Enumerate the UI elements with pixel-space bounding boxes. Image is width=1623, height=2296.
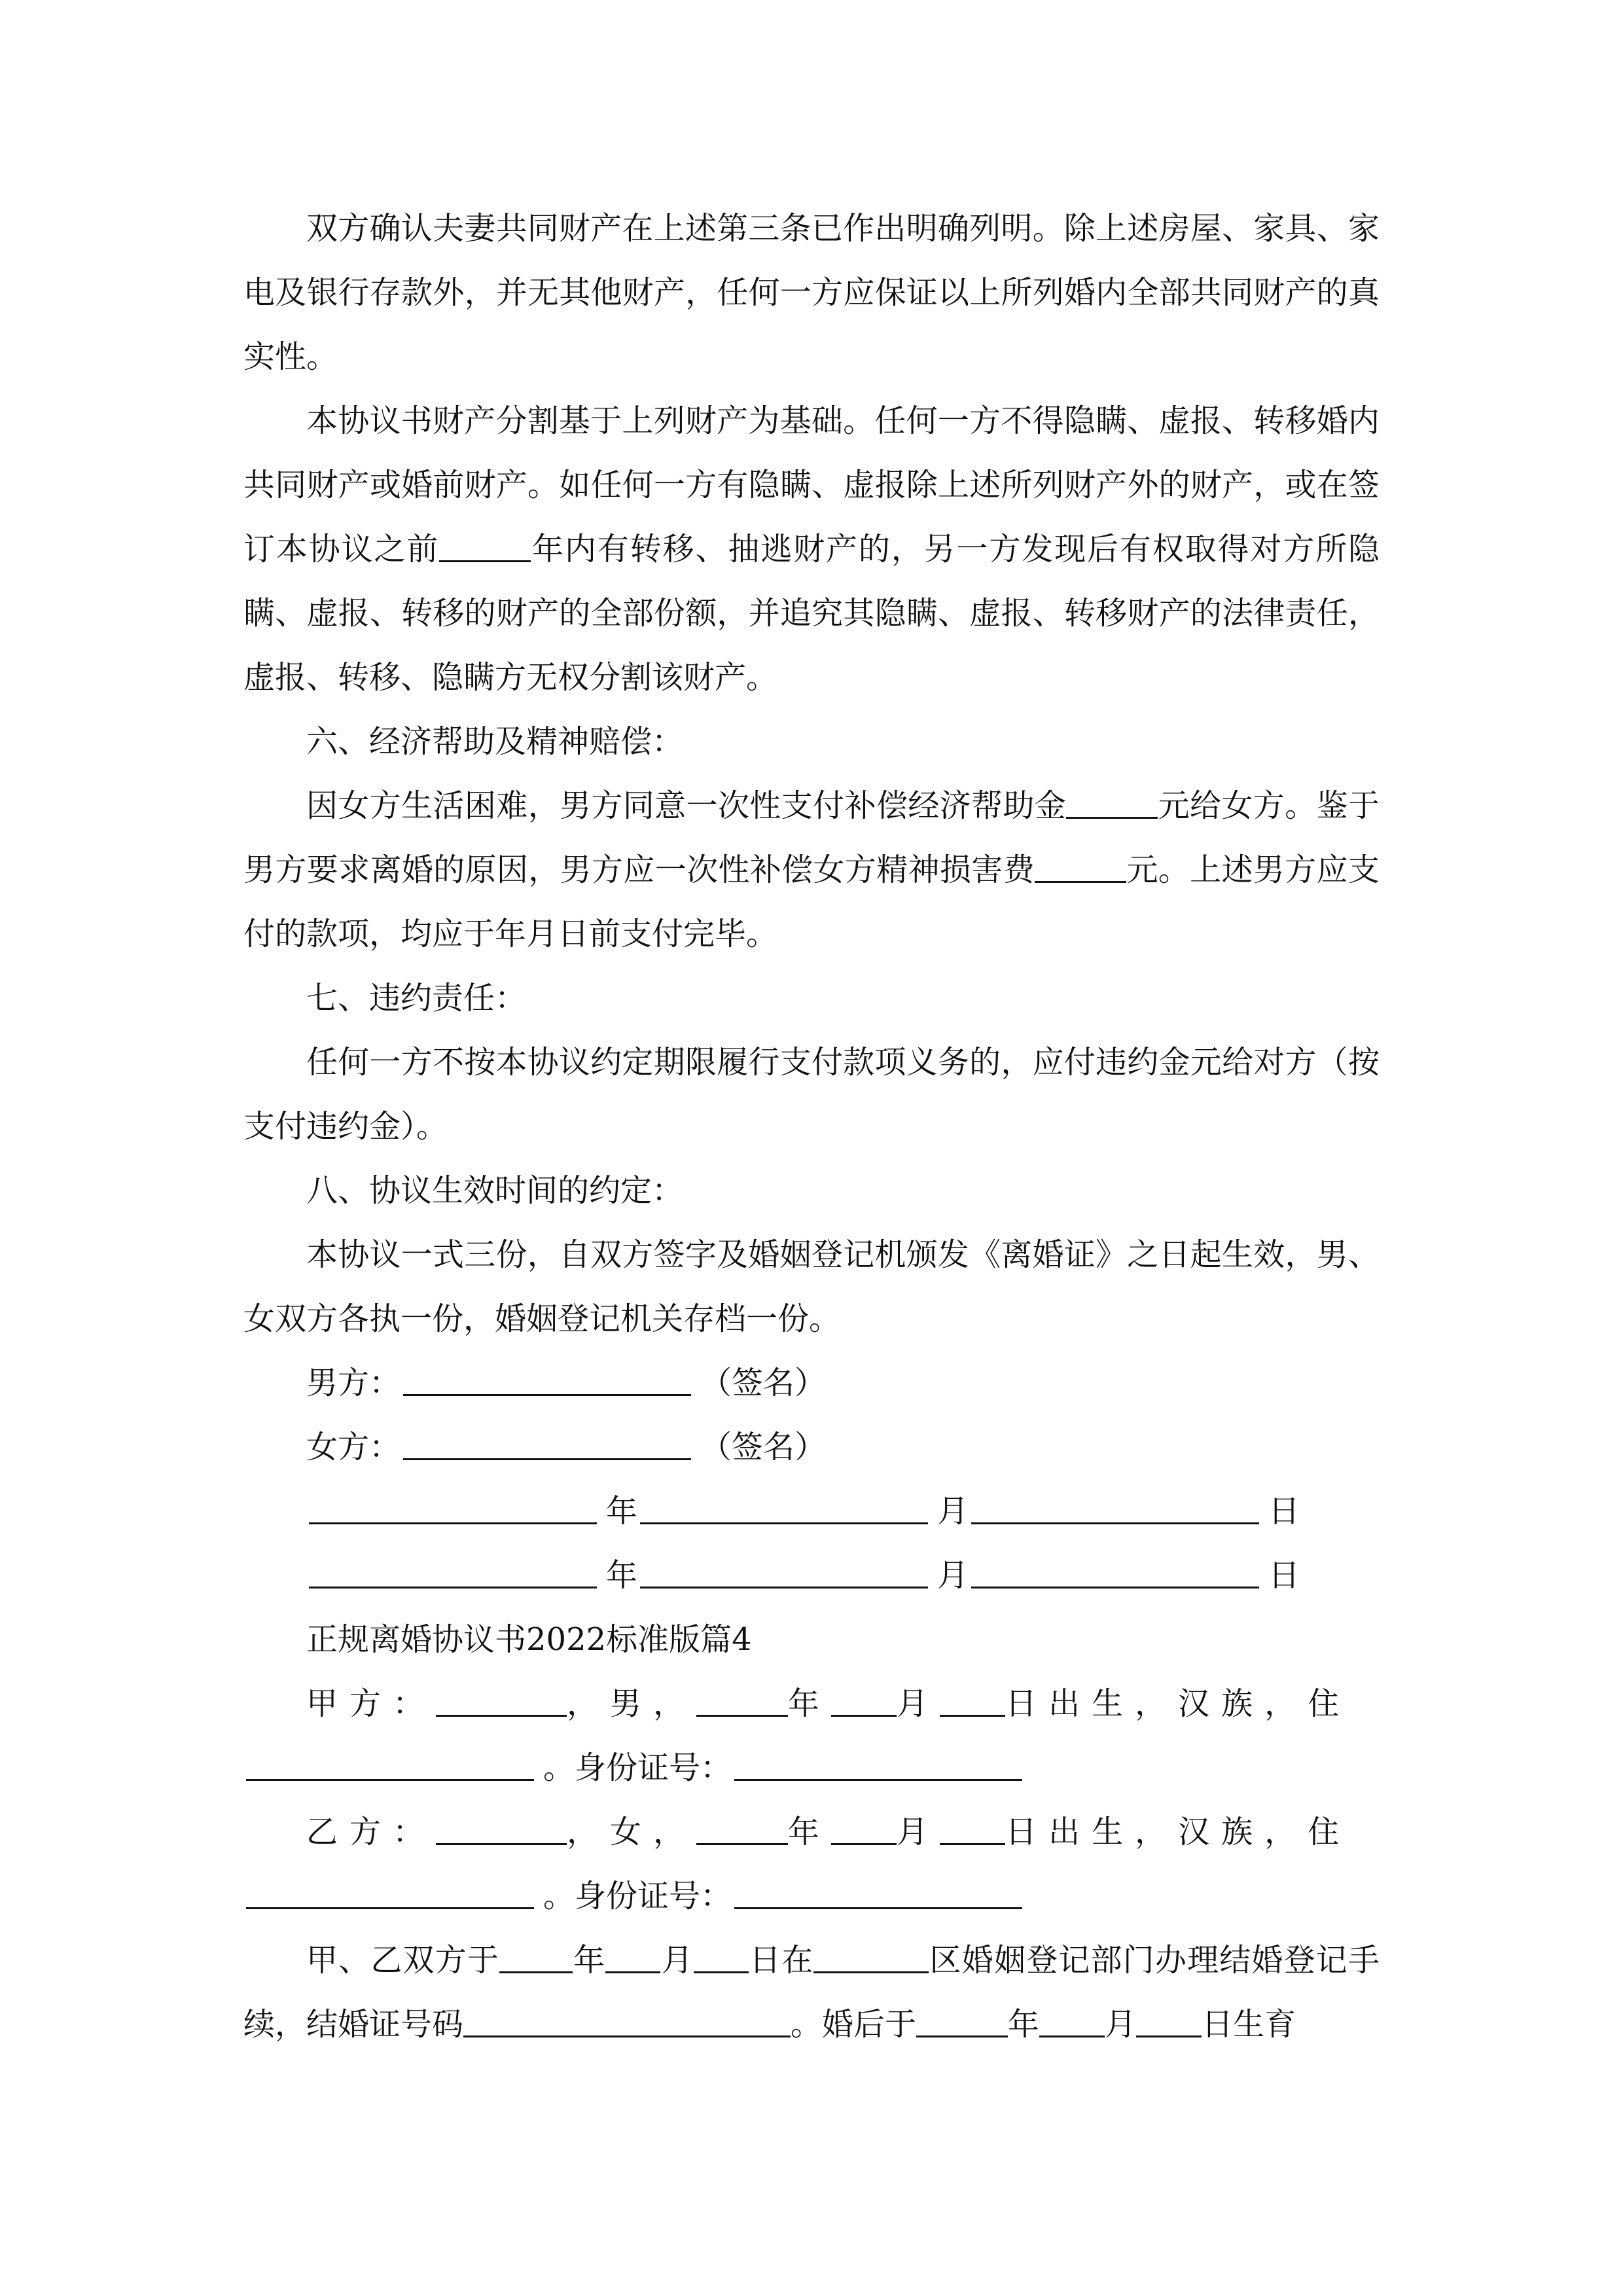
party-a-line [243,1672,1380,1736]
female-label: 女方： [306,1429,401,1465]
party-b-id-label: 。身份证号： [543,1878,732,1914]
male-sign-note: （签名） [700,1365,827,1401]
date1-year-blank [309,1496,597,1524]
aid-amount-blank [1066,791,1158,819]
party-b-month-label: 月 [897,1814,940,1850]
heading-section-6: 六、经济帮助及精神赔偿： [306,723,684,760]
date1-day-blank [971,1496,1259,1524]
party-b-line [243,1800,1380,1864]
damages-amount-blank [1035,855,1126,883]
party-a-year-label: 年 [788,1685,832,1722]
paragraph-compensation [243,774,1380,966]
date-line-2 [243,1543,1380,1607]
property-division-text-b: 年内有转移、抽逃财产的，另一方发现后有权取得对方所隐瞒、虚报、转移的财产的全部份额，并追究其隐瞒、虚报、转移财产的法律责任，虚报、转移、隐瞒方无权分割该财产。 [243,531,1380,696]
heading-section-7: 七、违约责任： [306,980,527,1016]
party-b-year-label: 年 [788,1814,832,1850]
marriage-year-label: 年 [573,1942,606,1979]
marriage-month-blank [605,1945,660,1973]
date1-month-label: 月 [937,1493,969,1530]
signature-female [243,1415,1380,1479]
paragraph-effective: 本协议一式三份，自双方签字及婚姻登记机颁发《离婚证》之日起生效，男、女双方各执一份，婚姻登记机关存档一份。 [243,1236,1380,1337]
paragraph-breach: 任何一方不按本协议约定期限履行支付款项义务的，应付违约金元给对方（按支付违约金）。 [243,1044,1380,1145]
marriage-text-e: 区婚姻登记部门办理结婚登记手续，结婚证号码 [243,1942,1380,2043]
date1-month-blank [640,1496,928,1524]
birth-month-label: 月 [1105,2006,1137,2043]
date2-year-label: 年 [606,1557,638,1594]
date2-day-label: 日 [1268,1557,1300,1594]
party-a-name-blank [436,1689,567,1717]
party-a-id-blank [734,1753,1022,1781]
party-a-gender: ，男， [567,1685,697,1722]
party-a-born-text: 日出生，汉族，住 [1005,1685,1351,1722]
party-a-id-label: 。身份证号： [543,1749,732,1786]
male-label: 男方： [306,1365,401,1401]
male-signature-blank [403,1368,691,1396]
birth-text: 日生育 [1202,2006,1296,2043]
marriage-year-blank [499,1945,573,1973]
party-a-label: 甲方： [306,1685,437,1722]
marriage-district-blank [813,1945,929,1973]
property-division-text-a: 本协议书财产分割基于上列财产为基础。任何一方不得隐瞒、虚报、转移婚内共同财产或婚前财产。如任何一方有隐瞒、虚报除上述所列财产外的财产，或在签订本协议之前 [243,403,1380,567]
female-sign-note: （签名） [700,1429,827,1465]
party-a-address-line [243,1736,1380,1800]
party-a-month-label: 月 [897,1685,940,1722]
compensation-text-b: 元给女方。鉴于男方要求离婚的原因，男方应一次性补偿女方精神损害费 [243,787,1380,888]
signature-male [243,1351,1380,1415]
heading-section-8: 八、协议生效时间的约定： [306,1172,684,1209]
marriage-day-blank [694,1945,749,1973]
party-a-address-blank [246,1753,534,1781]
certificate-number-blank [463,2009,791,2037]
date2-day-blank [971,1560,1259,1588]
birth-month-blank [1039,2009,1105,2037]
party-b-label: 乙方： [306,1814,437,1850]
marriage-text-f: 。婚后于 [791,2006,917,2043]
compensation-text-a: 因女方生活困难，男方同意一次性支付补偿经济帮助金 [306,787,1067,824]
party-b-name-blank [436,1817,567,1845]
date1-year-label: 年 [606,1493,638,1530]
date1-day-label: 日 [1268,1493,1300,1530]
party-b-day-blank [940,1817,1005,1845]
paragraph-property-division [243,389,1380,709]
birth-day-blank [1136,2009,1202,2037]
party-a-day-blank [940,1689,1005,1717]
date2-month-label: 月 [937,1557,969,1594]
marriage-day-label: 日在 [748,1942,814,1979]
section-4-title: 正规离婚协议书2022标准版篇4 [306,1621,752,1658]
date-line-1 [243,1479,1380,1543]
party-b-month-blank [831,1817,897,1845]
paragraph-property-confirmation: 双方确认夫妻共同财产在上述第三条已作出明确列明。除上述房屋、家具、家电及银行存款外，并无其他财产，任何一方应保证以上所列婚内全部共同财产的真实性。 [243,210,1380,375]
marriage-month-label: 月 [660,1942,694,1979]
party-b-address-blank [246,1881,534,1909]
party-b-address-line [243,1864,1380,1928]
date2-year-blank [309,1560,597,1588]
party-a-month-blank [831,1689,897,1717]
date2-month-blank [640,1560,928,1588]
compensation-text-c: 元。上述男方应支付的款项，均应于年月日前支付完毕。 [243,852,1380,952]
birth-year-label: 年 [1008,2006,1040,2043]
marriage-text-a: 甲、乙双方于 [306,1942,500,1979]
female-signature-blank [403,1432,691,1460]
paragraph-marriage [243,1928,1380,2056]
party-b-id-blank [734,1881,1022,1909]
party-b-year-blank [696,1817,788,1845]
birth-year-blank [916,2009,1008,2037]
party-b-gender: ，女， [567,1814,697,1850]
years-blank [439,534,531,562]
party-b-born-text: 日出生，汉族，住 [1005,1814,1351,1850]
document-body [243,196,1380,2056]
party-a-year-blank [696,1689,788,1717]
